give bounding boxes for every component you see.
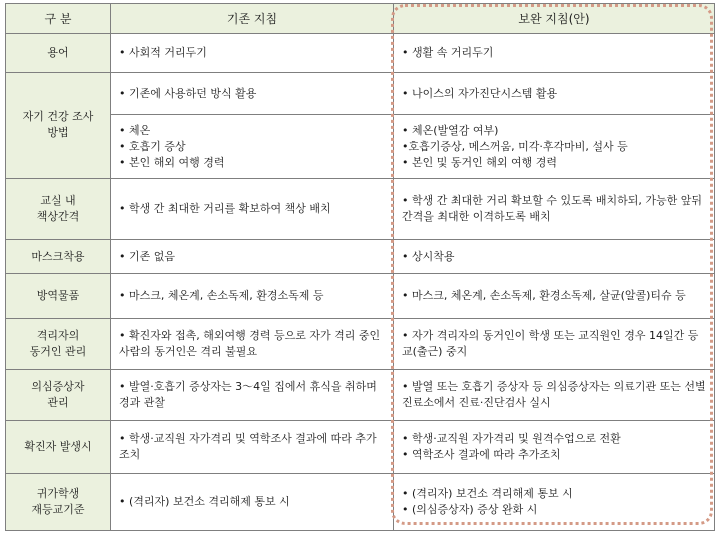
revised-guideline-line: • 학생·교직원 자가격리 및 원격수업으로 전환	[402, 431, 621, 445]
revised-guideline-line: •호흡기증상, 메스꺼움, 미각·후각마비, 설사 등	[402, 139, 628, 153]
revised-guideline-cell	[394, 370, 715, 421]
existing-guideline-line: • 기존에 사용하던 방식 활용	[119, 86, 257, 100]
revised-guideline-line: • 학생 간 최대한 거리 확보할 수 있도록 배치하되, 가능한 앞뒤 간격을 최대한 이격하도록 배치	[402, 193, 706, 223]
existing-guideline-line: • 발열·호흡기 증상자는 3～4일 집에서 휴식을 취하며 경과 관찰	[119, 379, 381, 409]
header-revised: 보완 지침(안)	[394, 4, 715, 34]
existing-guideline-cell	[111, 115, 394, 178]
guideline-comparison-table	[5, 3, 715, 531]
category-cell: 격리자의 동거인 관리	[6, 319, 111, 370]
existing-guideline-cell	[111, 420, 394, 473]
category-cell: 교실 내 책상간격	[6, 178, 111, 239]
table-row	[6, 319, 715, 370]
revised-guideline-cell	[394, 178, 715, 239]
revised-guideline-line: • 자가 격리자의 동거인이 학생 또는 교직원인 경우 14일간 등교(출근) 중지	[402, 329, 699, 359]
revised-guideline-line: • 나이스의 자가진단시스템 활용	[402, 86, 558, 100]
revised-guideline-line: • 마스크, 체온계, 손소독제, 환경소독제, 살균(알콜)티슈 등	[402, 289, 686, 303]
revised-guideline-line: • 본인 및 동거인 해외 여행 경력	[402, 155, 557, 169]
existing-guideline-cell	[111, 34, 394, 73]
revised-guideline-line: • 체온(발열감 여부)	[402, 123, 499, 137]
category-cell: 귀가학생 재등교기준	[6, 473, 111, 530]
revised-guideline-line: • 생활 속 거리두기	[402, 45, 494, 59]
table-row	[6, 420, 715, 473]
revised-guideline-line: • 상시착용	[402, 249, 455, 263]
category-cell: 의심증상자 관리	[6, 370, 111, 421]
table-row	[6, 115, 715, 178]
revised-guideline-cell	[394, 319, 715, 370]
table-row	[6, 178, 715, 239]
existing-guideline-line: • 학생 간 최대한 거리를 확보하여 책상 배치	[119, 201, 331, 215]
existing-guideline-line: • 확진자와 접촉, 해외여행 경력 등으로 자가 격리 중인 사람의 동거인은 격리 불필요	[119, 329, 384, 359]
table-row	[6, 274, 715, 319]
existing-guideline-cell	[111, 178, 394, 239]
existing-guideline-cell	[111, 319, 394, 370]
header-existing: 기존 지침	[111, 4, 394, 34]
table-row	[6, 34, 715, 73]
category-cell: 확진자 발생시	[6, 420, 111, 473]
existing-guideline-cell	[111, 72, 394, 115]
existing-guideline-cell	[111, 239, 394, 274]
table-row	[6, 370, 715, 421]
revised-guideline-cell	[394, 420, 715, 473]
existing-guideline-line: • 본인 해외 여행 경력	[119, 155, 225, 169]
existing-guideline-line: • (격리자) 보건소 격리해제 통보 시	[119, 494, 290, 508]
revised-guideline-cell	[394, 34, 715, 73]
existing-guideline-line: • 사회적 거리두기	[119, 45, 207, 59]
revised-guideline-cell	[394, 115, 715, 178]
existing-guideline-line: • 마스크, 체온계, 손소독제, 환경소독제 등	[119, 289, 324, 303]
existing-guideline-line: • 학생·교직원 자가격리 및 역학조사 결과에 따라 추가조치	[119, 431, 377, 461]
table-row	[6, 473, 715, 530]
revised-guideline-cell	[394, 274, 715, 319]
existing-guideline-line: • 호흡기 증상	[119, 139, 186, 153]
revised-guideline-cell	[394, 473, 715, 530]
table-row	[6, 239, 715, 274]
existing-guideline-cell	[111, 274, 394, 319]
revised-guideline-line: • (의심증상자) 증상 완화 시	[402, 502, 538, 516]
revised-guideline-line: • 역학조사 결과에 따라 추가조치	[402, 447, 561, 461]
existing-guideline-cell	[111, 370, 394, 421]
revised-guideline-line: • (격리자) 보건소 격리해제 통보 시	[402, 486, 573, 500]
category-cell: 용어	[6, 34, 111, 73]
category-cell: 방역물품	[6, 274, 111, 319]
category-cell: 자기 건강 조사 방법	[6, 72, 111, 178]
header-category: 구 분	[6, 4, 111, 34]
category-cell: 마스크착용	[6, 239, 111, 274]
header-row	[6, 4, 715, 34]
existing-guideline-line: • 체온	[119, 123, 151, 137]
revised-guideline-cell	[394, 239, 715, 274]
revised-guideline-line: • 발열 또는 호흡기 증상자 등 의심증상자는 의료기관 또는 선별진료소에서 진료·진단검사 실시	[402, 379, 706, 409]
revised-guideline-cell	[394, 72, 715, 115]
table-row	[6, 72, 715, 115]
existing-guideline-line: • 기존 없음	[119, 249, 175, 263]
existing-guideline-cell	[111, 473, 394, 530]
